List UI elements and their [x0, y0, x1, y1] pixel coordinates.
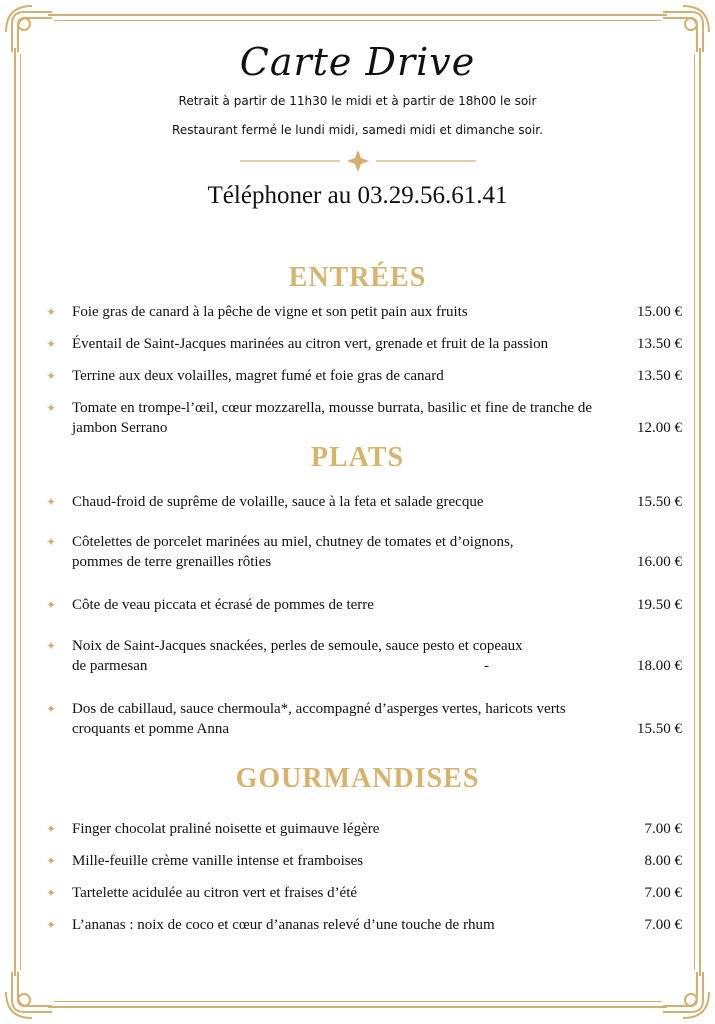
item-name-continued: jambon Serrano: [72, 420, 168, 436]
item-dash: -: [484, 658, 489, 674]
item-name: Côtelettes de porcelet marinées au miel, chutney de tomates et d’oignons,: [72, 534, 514, 550]
sparkle-icon: ✦: [46, 822, 57, 836]
item-price: 12.00 €: [637, 420, 682, 436]
page-title: Carte Drive: [239, 40, 476, 84]
frame-top-outer: [48, 14, 667, 16]
sparkle-icon: ✦: [46, 495, 57, 509]
sparkle-icon: ✦: [46, 401, 57, 415]
corner-ornament-icon: [655, 964, 713, 1022]
sparkle-icon: ✦: [46, 639, 57, 653]
item-name-continued: croquants et pomme Anna: [72, 721, 230, 737]
frame-bottom-outer: [48, 1006, 667, 1008]
item-name-continued: pommes de terre grenailles rôties: [72, 554, 272, 570]
item-price: 13.50 €: [637, 368, 682, 384]
item-price: 15.00 €: [637, 304, 682, 320]
sparkle-icon: ✦: [46, 535, 57, 549]
item-price: 13.50 €: [637, 336, 682, 352]
item-name-continued: de parmesan: [72, 658, 148, 674]
sparkle-icon: ✦: [46, 918, 57, 932]
sparkle-icon: ✦: [46, 702, 57, 716]
sparkle-icon: ✦: [46, 886, 57, 900]
item-price: 18.00 €: [637, 658, 682, 674]
item-price: 7.00 €: [644, 885, 682, 901]
item-name: Terrine aux deux volailles, magret fumé et foie gras de canard: [72, 368, 444, 384]
frame-top-inner: [54, 20, 661, 21]
sparkle-icon: ✦: [46, 854, 57, 868]
section-title-plats: PLATS: [310, 442, 405, 473]
item-name: Noix de Saint-Jacques snackées, perles de semoule, sauce pesto et copeaux: [72, 638, 523, 654]
section-title-entrees: ENTRÉES: [288, 262, 427, 293]
sparkle-icon: ✦: [46, 305, 57, 319]
item-price: 15.50 €: [637, 721, 682, 737]
section-title-gourmandises: GOURMANDISES: [235, 763, 480, 794]
star-divider-icon: [240, 150, 476, 172]
item-name: L’ananas : noix de coco et cœur d’ananas relevé d’une touche de rhum: [72, 917, 495, 933]
item-price: 15.50 €: [637, 494, 682, 510]
item-name: Tomate en trompe-l’œil, cœur mozzarella, mousse burrata, basilic et fine de tranche de: [72, 400, 592, 416]
item-price: 19.50 €: [637, 597, 682, 613]
item-price: 8.00 €: [644, 853, 682, 869]
closing-days: Restaurant fermé le lundi midi, samedi midi et dimanche soir.: [172, 123, 543, 137]
item-name: Foie gras de canard à la pêche de vigne et son petit pain aux fruits: [72, 304, 468, 320]
item-price: 16.00 €: [637, 554, 682, 570]
pickup-hours: Retrait à partir de 11h30 le midi et à partir de 18h00 le soir: [178, 94, 537, 108]
phone-number: Téléphoner au 03.29.56.61.41: [207, 182, 508, 209]
item-price: 7.00 €: [644, 821, 682, 837]
sparkle-icon: ✦: [46, 598, 57, 612]
item-name: Finger chocolat praliné noisette et guimauve légère: [72, 821, 380, 837]
item-name: Dos de cabillaud, sauce chermoula*, accompagné d’asperges vertes, haricots verts: [72, 701, 566, 717]
item-name: Côte de veau piccata et écrasé de pommes de terre: [72, 597, 374, 613]
item-name: Éventail de Saint-Jacques marinées au citron vert, grenade et fruit de la passion: [72, 336, 549, 352]
corner-ornament-icon: [2, 964, 60, 1022]
sparkle-icon: ✦: [46, 337, 57, 351]
frame-bottom-inner: [54, 1001, 661, 1002]
item-price: 7.00 €: [644, 917, 682, 933]
sparkle-icon: ✦: [46, 369, 57, 383]
item-name: Chaud-froid de suprême de volaille, sauce à la feta et salade grecque: [72, 494, 484, 510]
item-name: Mille-feuille crème vanille intense et framboises: [72, 853, 364, 869]
item-name: Tartelette acidulée au citron vert et fraises d’été: [72, 885, 358, 901]
